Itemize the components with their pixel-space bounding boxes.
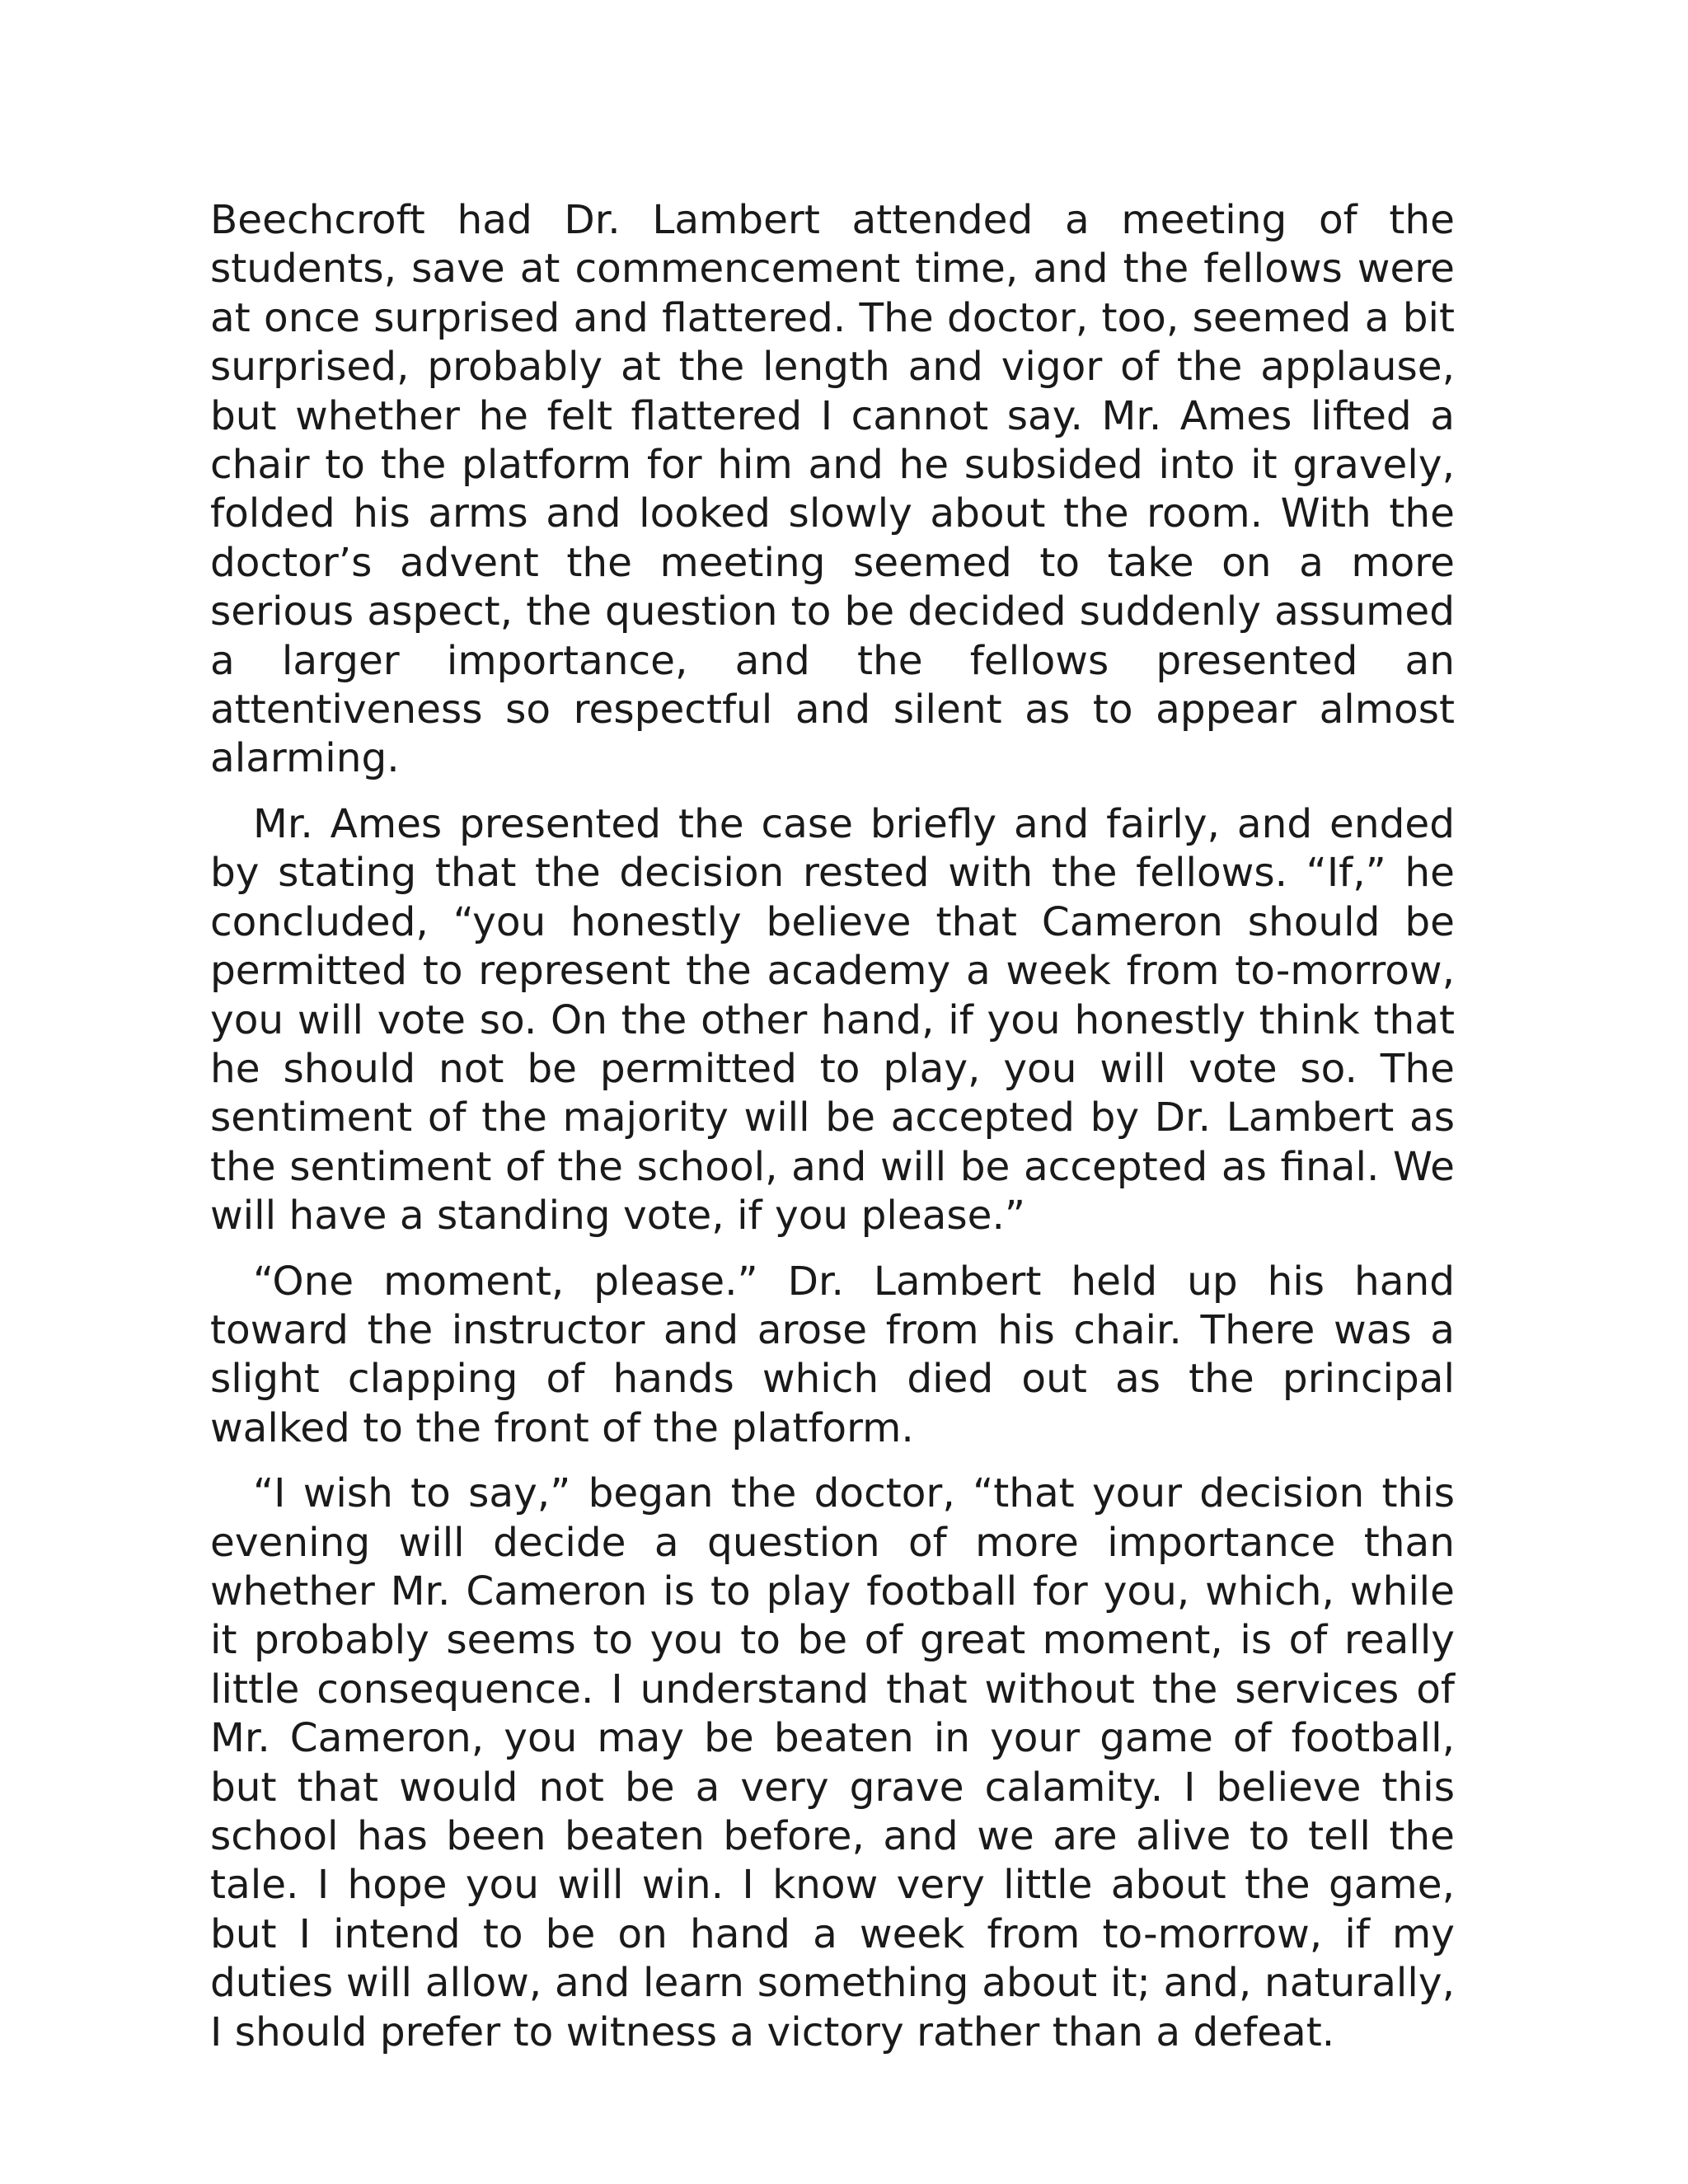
page-body xyxy=(210,196,1455,2074)
paragraph-4: “I wish to say,” began the doctor, “that your decision this evening will decide a question of more importance than whether Mr. Cameron is to play football for you, which, while it probably seems to you to be of great moment, is of really little consequence. I understand that without the services of Mr. Cameron, you may be beaten in your game of football, but that would not be a very grave calamity. I believe this school has been beaten before, and we are alive to tell the tale. I hope you will win. I know very little about the game, but I intend to be on hand a week from to-morrow, if my duties will allow, and learn something about it; and, naturally, I should prefer to witness a victory rather than a defeat. xyxy=(210,1470,1455,2055)
paragraph-1: Beechcroft had Dr. Lambert attended a meeting of the students, save at commencement time, and the fellows were at once surprised and flattered. The doctor, too, seemed a bit surprised, probably at the length and vigor of the applause, but whether he felt flattered I cannot say. Mr. Ames lifted a chair to the platform for him and he subsided into it gravely, folded his arms and looked slowly about the room. With the doctor’s advent the meeting seemed to take on a more serious aspect, the question to be decided suddenly assumed a larger importance, and the fellows presented an attentiveness so respectful and silent as to appear almost alarming. xyxy=(210,197,1455,782)
paragraph-3: “One moment, please.” Dr. Lambert held up his hand toward the instructor and arose from his chair. There was a slight clapping of hands which died out as the principal walked to the front of the platform. xyxy=(210,1258,1455,1451)
paragraph-2: Mr. Ames presented the case briefly and fairly, and ended by stating that the decision rested with the fellows. “If,” he concluded, “you honestly believe that Cameron should be permitted to represent the academy a week from to-morrow, you will vote so. On the other hand, if you honestly think that he should not be permitted to play, you will vote so. The sentiment of the majority will be accepted by Dr. Lambert as the sentiment of the school, and will be accepted as final. We will have a standing vote, if you please.” xyxy=(210,800,1455,1240)
